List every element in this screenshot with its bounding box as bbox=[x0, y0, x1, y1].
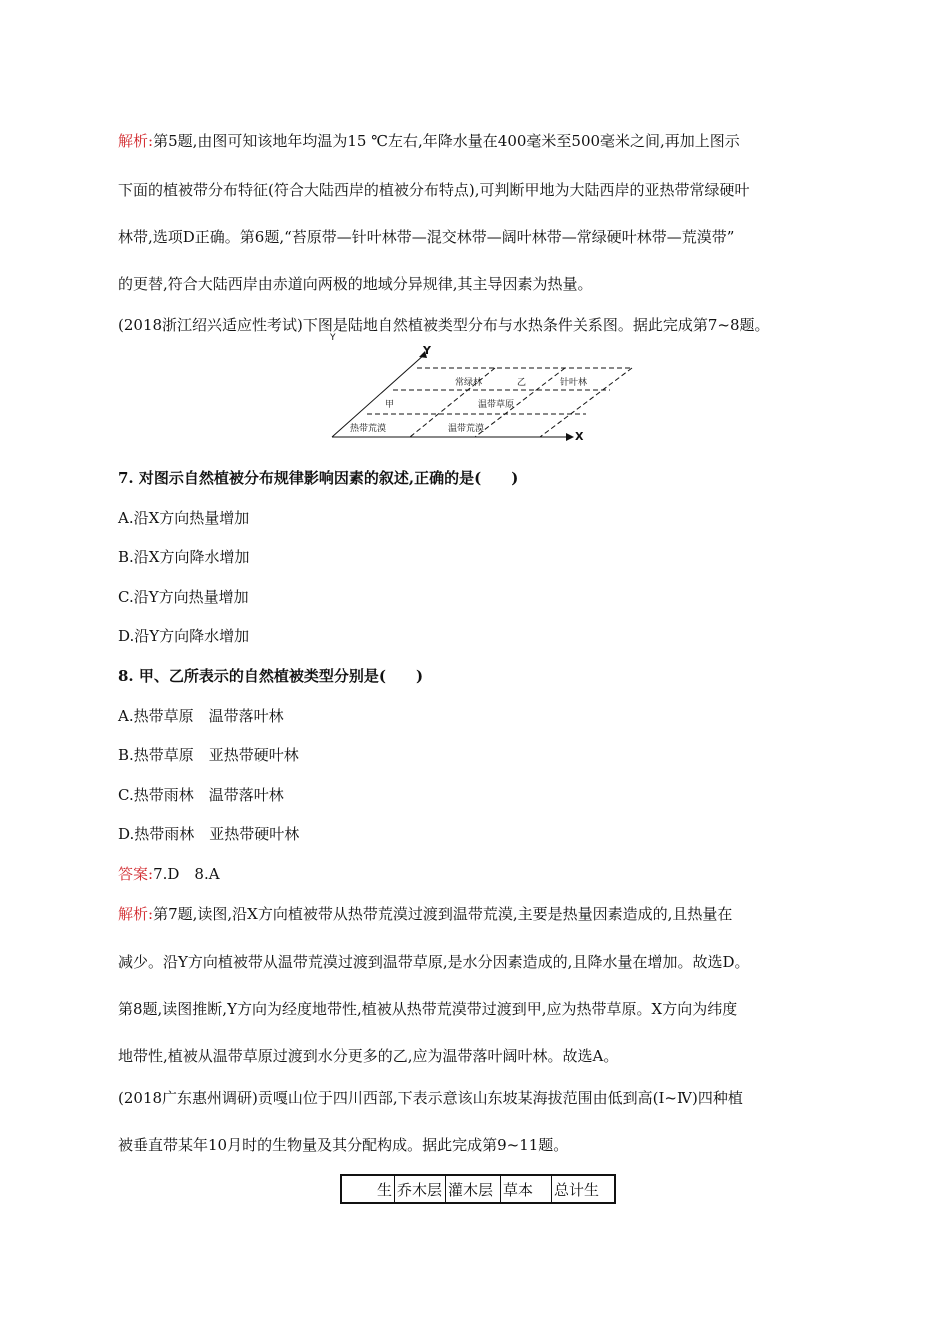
analysis2-line-1: 解析:第7题,读图,沿X方向植被带从热带荒漠过渡到温带荒漠,主要是热量因素造成的,且热量在 bbox=[118, 905, 733, 923]
analysis-line-3: 林带,选项D正确。第6题,“苔原带—针叶林带—混交林带—阔叶林带—常绿硬叶林带—荒漠带” bbox=[118, 228, 735, 246]
x-arrow bbox=[566, 433, 574, 441]
analysis-line-1: 解析:第5题,由图可知该地年均温为15 ℃左右,年降水量在400毫米至500毫米之间,再加上图示 bbox=[118, 132, 740, 150]
intro2-line-2: 被垂直带某年10月时的生物量及其分配构成。据此完成第9~11题。 bbox=[118, 1136, 569, 1154]
analysis-label: 解析: bbox=[118, 132, 154, 150]
label-temperate-grass: 温带草原 bbox=[478, 400, 515, 410]
answer-line bbox=[118, 864, 220, 884]
answer-label: 答案: bbox=[118, 865, 154, 883]
vegetation-diagram bbox=[330, 333, 590, 442]
q8-option-b[interactable]: B.热带草原 亚热带硬叶林 bbox=[118, 746, 299, 764]
biomass-table bbox=[340, 1174, 616, 1204]
analysis2-line-2: 减少。沿Y方向植被带从温带荒漠过渡到温带草原,是水分因素造成的,且降水量在增加。故选D。 bbox=[118, 953, 750, 971]
table-cell: 乔木层 bbox=[395, 1175, 446, 1203]
analysis2-label: 解析: bbox=[118, 905, 154, 923]
axis-x-letter: X bbox=[575, 430, 584, 443]
label-tropical-desert: 热带荒漠 bbox=[350, 424, 387, 434]
q7-option-c[interactable]: C.沿Y方向热量增加 bbox=[118, 588, 249, 606]
analysis2-line-4: 地带性,植被从温带草原过渡到水分更多的乙,应为温带落叶阔叶林。故选A。 bbox=[118, 1047, 619, 1065]
q7-stem: 7. 对图示自然植被分布规律影响因素的叙述,正确的是( ) bbox=[118, 469, 519, 487]
axis-y-label: Y bbox=[330, 333, 336, 343]
label-jia: 甲 bbox=[385, 400, 395, 410]
answer-text: 7.D 8.A bbox=[153, 865, 220, 883]
label-temperate-desert: 温带荒漠 bbox=[448, 424, 485, 434]
q8-option-c[interactable]: C.热带雨林 温带落叶林 bbox=[118, 786, 284, 804]
q8-option-d[interactable]: D.热带雨林 亚热带硬叶林 bbox=[118, 825, 300, 843]
intro2-line-1: (2018广东惠州调研)贡嘎山位于四川西部,下表示意该山东坡某海拔范围由低到高(Ⅰ~Ⅳ)四种植 bbox=[118, 1089, 743, 1107]
analysis-line-4: 的更替,符合大陆西岸由赤道向两极的地域分异规律,其主导因素为热量。 bbox=[118, 275, 593, 293]
analysis2-line-3: 第8题,读图推断,Y方向为经度地带性,植被从热带荒漠带过渡到甲,应为热带草原。X方向为纬度 bbox=[118, 1000, 738, 1018]
label-evergreen: 常绿林 bbox=[455, 378, 483, 388]
table-cell: 总计生 bbox=[552, 1175, 616, 1203]
q8-option-a[interactable]: A.热带草原 温带落叶林 bbox=[118, 707, 284, 725]
q7-option-d[interactable]: D.沿Y方向降水增加 bbox=[118, 627, 250, 645]
table-row bbox=[341, 1175, 615, 1203]
table-cell: 灌木层 bbox=[446, 1175, 501, 1203]
label-yi: 乙 bbox=[517, 378, 527, 388]
q7-option-b[interactable]: B.沿X方向降水增加 bbox=[118, 548, 250, 566]
table-cell: 生 bbox=[341, 1175, 395, 1203]
axis-y-letter: Y bbox=[423, 344, 431, 357]
q8-stem: 8. 甲、乙所表示的自然植被类型分别是( ) bbox=[118, 667, 424, 685]
label-conifer: 针叶林 bbox=[560, 378, 588, 388]
table-cell: 草本 bbox=[501, 1175, 552, 1203]
question-intro: (2018浙江绍兴适应性考试)下图是陆地自然植被类型分布与水热条件关系图。据此完成第7~8题。 bbox=[118, 316, 770, 334]
analysis-line-2: 下面的植被带分布特征(符合大陆西岸的植被分布特点),可判断甲地为大陆西岸的亚热带常绿硬叶 bbox=[118, 181, 750, 199]
q7-option-a[interactable]: A.沿X方向热量增加 bbox=[118, 509, 250, 527]
